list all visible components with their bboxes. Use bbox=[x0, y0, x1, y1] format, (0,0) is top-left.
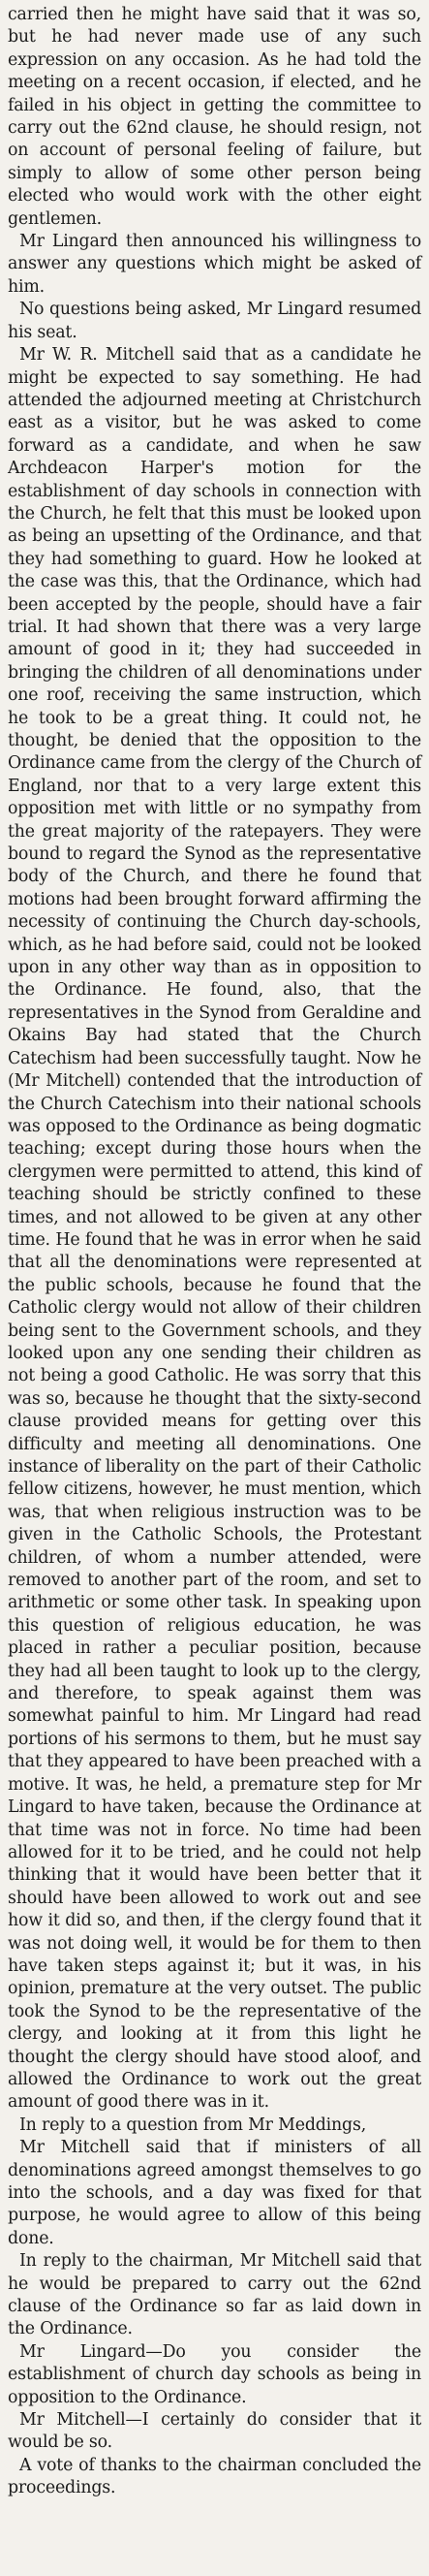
paragraph-lingard-continued: carried then he might have said that it was so, but he had never made use of any such expression on any occasion. As he had told the meeting on a recent occasion, if elected, and he failed in his object in getting the committee to carry out the 62nd clause, he should resign, not on account of personal feeling of failure, but simply to allow of some other person being elected who would work with the other eight gentlemen. bbox=[8, 5, 421, 229]
paragraph-mitchell-answer: Mr Mitchell—I certainly do consider that it would be so. bbox=[8, 2410, 421, 2453]
paragraph-mitchell-reply-ministers: Mr Mitchell said that if ministers of all denominations agreed amongst themselves to go into the schools, and a day was fixed for that purpose, he would agree to allow of this being done. bbox=[8, 2138, 421, 2248]
paragraph-mitchell-reply-chairman: In reply to the chairman, Mr Mitchell said that he would be prepared to carry out the 62nd clause of the Ordinance so far as laid down in the Ordinance. bbox=[8, 2251, 421, 2339]
paragraph-no-questions: No questions being asked, Mr Lingard resumed his seat. bbox=[8, 300, 421, 342]
paragraph-lingard-question: Mr Lingard—Do you consider the establishment of church day schools as being in opposition to the Ordinance. bbox=[8, 2341, 421, 2407]
paragraph-meddings-question: In reply to a question from Mr Meddings, bbox=[19, 2115, 367, 2135]
paragraph-lingard-questions: Mr Lingard then announced his willingness to answer any questions which might be asked of him. bbox=[8, 232, 421, 297]
paragraph-mitchell-speech: Mr W. R. Mitchell said that as a candidate he might be expected to say something. He had attended the adjourned meeting at Christchurch east as a visitor, but he was asked to come forward as a candidate, and when he saw Archdeacon Harper's motion for the establishment of day schools in connection with the Church, he felt that this must be looked upon as being an upsetting of the Ordinance, and that they had something to guard. How he looked at the case was this, that the Ordinance, which had been accepted by the people, should have a fair trial. It had shown that there was a very large amount of good in it; they had succeeded in bringing the children of all denominations under one roof, receiving the same instruction, which he took to be a great thing. It could not, he thought, be denied that the opposition to the Ordinance came from the clergy of the Church of England, nor that to a very large extent this opposition met with little or no sympathy from the great majority of the ratepayers. They were bound to regard the Synod as the representative body of the Church, and there he found that motions had been brought forward affirming the necessity of continuing the Church day-schools, which, as he had before said, could not be looked upon in any other way than as in opposition to the Ordinance. He found, also, that the representatives in the Synod from Geraldine and Okains Bay had stated that the Church Catechism had been successfully taught. Now he (Mr Mitchell) contended that the introduction of the Church Catechism into their national schools was opposed to the Ordinance as being dogmatic teaching; except during those hours when the clergymen were permitted to attend, this kind of teaching should be strictly confined to these times, and not allowed to be given at any other time. He found that he was in error when he said that all the denominations were represented at the public schools, because he found that the Catholic clergy would not allow of their children being sent to the Government schools, and they looked upon any one sending their children as not being a good Catholic. He was sorry that this was so, because he thought that the sixty-second clause provided means for getting over this difficulty and meeting all denominations. One instance of liberality on the part of their Catholic fellow citizens, however, he must mention, which was, that when religious instruction was to be given in the Catholic Schools, the Protestant children, of whom a number attended, were removed to another part of the room, and set to arithmetic or some other task. In speaking upon this question of religious education, he was placed in rather a peculiar position, because they had all been taught to look up to the clergy, and therefore, to speak against them was somewhat painful to him. Mr Lingard had read portions of his sermons to them, but he must say that they appeared to have been preached with a motive. It was, he held, a premature step for Mr Lingard to have taken, because the Ordinance at that time was not in force. No time had been allowed for it to be tried, and he could not help thinking that it would have been better that it should have been allowed to work out and see how it did so, and then, if the clergy found that it was not doing well, it would be for them to then have taken steps against it; but it was, in his opinion, premature at the very outset. The public took the Synod to be the representative of the clergy, and looking at it from this light he thought the clergy should have stood aloof, and allowed the Ordinance to work out the great amount of good there was in it. bbox=[8, 345, 421, 2113]
paragraph-vote-of-thanks: A vote of thanks to the chairman concluded the proceedings. bbox=[8, 2455, 421, 2498]
